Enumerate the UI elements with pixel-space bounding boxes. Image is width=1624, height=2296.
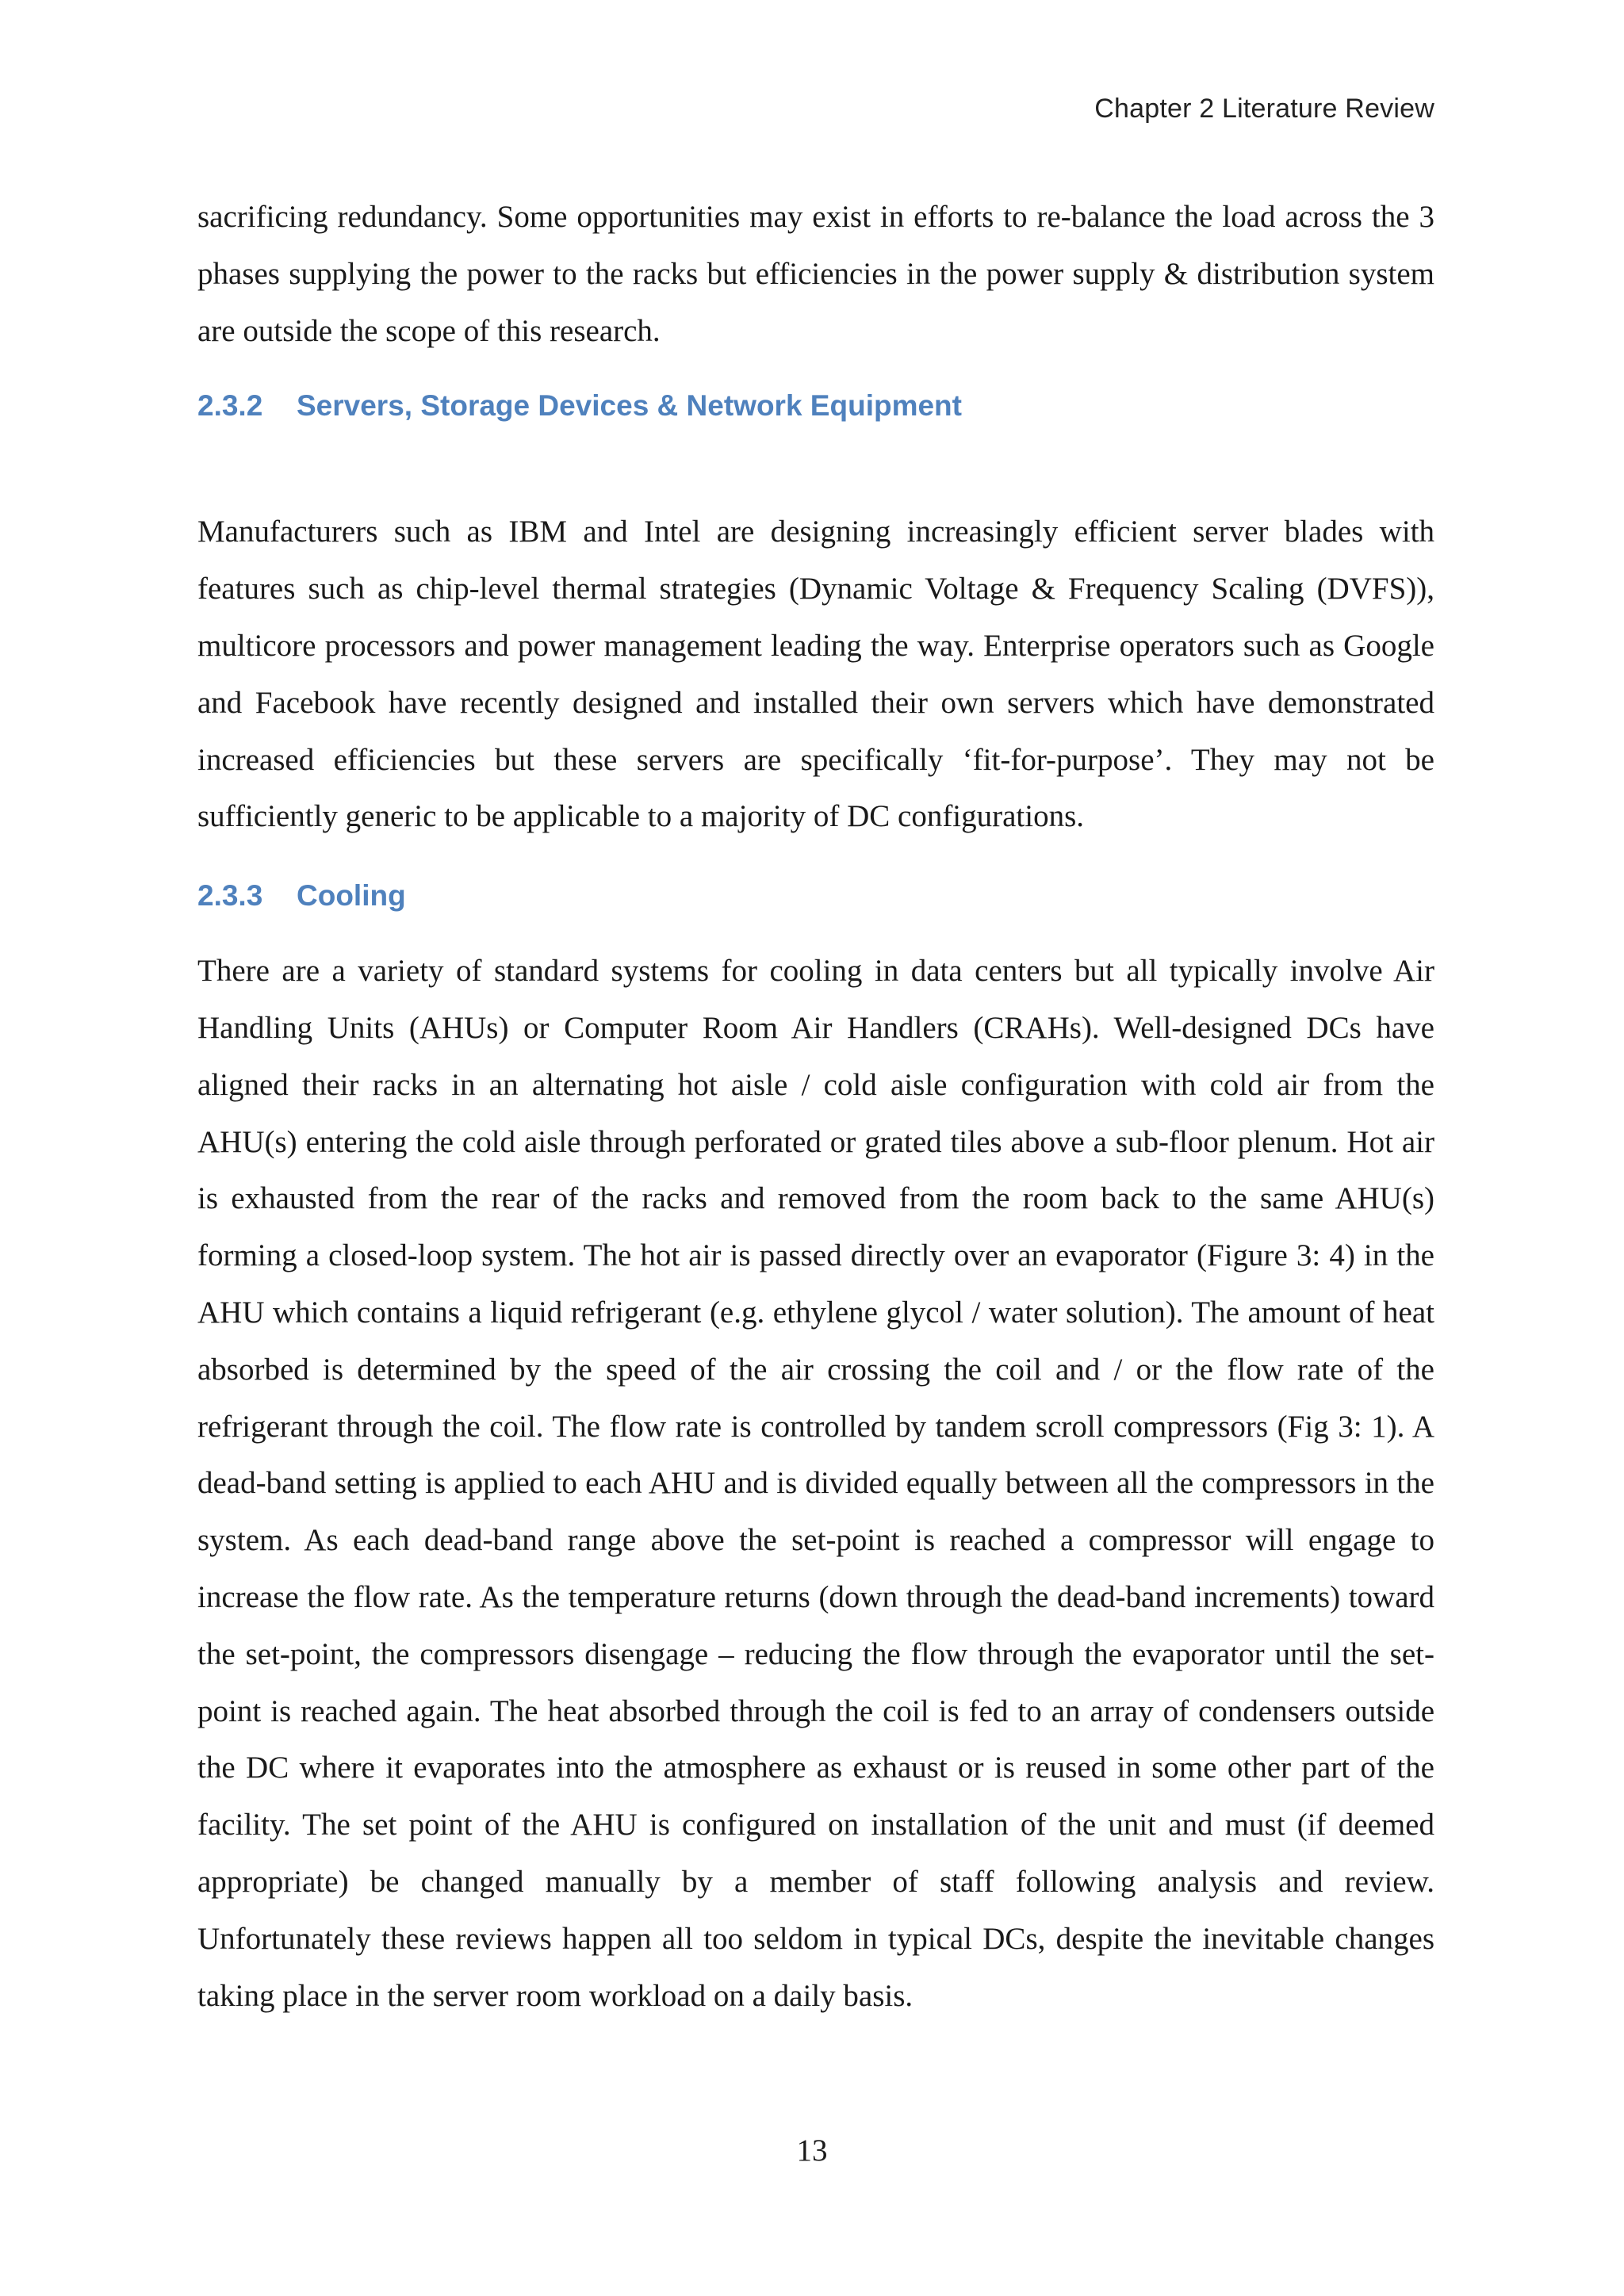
section-heading-cooling — [197, 876, 1434, 916]
paragraph-cooling: There are a variety of standard systems for cooling in data centers but all typically involve Air Handling Units (AHUs) or Computer Room Air Handlers (CRAHs). Well-designed DCs have aligned their racks in an alternating hot aisle / cold aisle configuration with cold air from the AHU(s) entering the cold aisle through perforated or grated tiles above a sub-floor plenum. Hot air is exhausted from the rear of the racks and removed from the room back to the same AHU(s) forming a closed-loop system. The hot air is passed directly over an evaporator (Figure 3: 4) in the AHU which contains a liquid refrigerant (e.g. ethylene glycol / water solution). The amount of heat absorbed is determined by the speed of the air crossing the coil and / or the flow rate of the refrigerant through the coil. The flow rate is controlled by tandem scroll compressors (Fig 3: 1). A dead-band setting is applied to each AHU and is divided equally between all the compressors in the system. As each dead-band range above the set-point is reached a compressor will engage to increase the flow rate. As the temperature returns (down through the dead-band increments) toward the set-point, the compressors disengage – reducing the flow through the evaporator until the set-point is reached again. The heat absorbed through the coil is fed to an array of condensers outside the DC where it evaporates into the atmosphere as exhaust or is reused in some other part of the facility. The set point of the AHU is configured on installation of the unit and must (if deemed appropriate) be changed manually by a member of staff following analysis and review. Unfortunately these reviews happen all too seldom in typical DCs, despite the inevitable changes taking place in the server room workload on a daily basis. — [197, 954, 1434, 2013]
section-title: Cooling — [297, 879, 406, 913]
section-number: 2.3.3 — [197, 879, 263, 913]
paragraph-intro: sacrificing redundancy. Some opportunities may exist in efforts to re-balance the load across the 3 phases supplying the power to the racks but efficiencies in the power supply & distribution system are outside the scope of this research. — [197, 200, 1434, 348]
running-header: Chapter 2 Literature Review — [1094, 94, 1434, 124]
section-title: Servers, Storage Devices & Network Equipment — [297, 389, 962, 423]
section-heading-servers — [197, 386, 1434, 426]
paragraph-servers: Manufacturers such as IBM and Intel are designing increasingly efficient server blades with features such as chip-level thermal strategies (Dynamic Voltage & Frequency Scaling (DVFS)), multicore processors and power management leading the way. Enterprise operators such as Google and Facebook have recently designed and installed their own servers which have demonstrated increased efficiencies but these servers are specifically ‘fit-for-purpose’. They may not be sufficiently generic to be applicable to a majority of DC configurations. — [197, 515, 1434, 834]
page-body — [197, 189, 1434, 2024]
page-number: 13 — [796, 2133, 828, 2168]
section-number: 2.3.2 — [197, 389, 263, 423]
